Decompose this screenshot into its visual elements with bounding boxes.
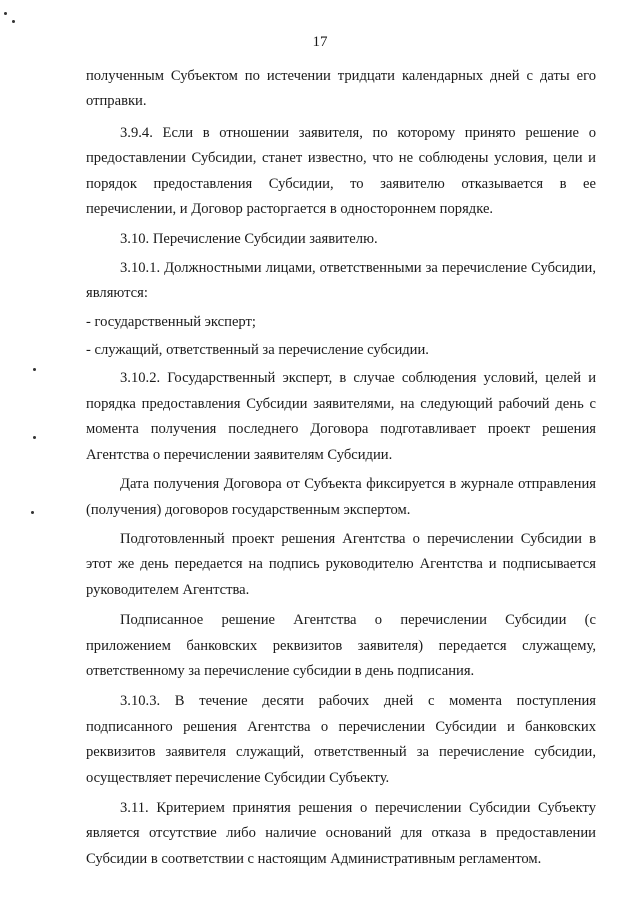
- paragraph-3-11: 3.11. Критерием принятия решения о перечислении Субсидии Субъекту является отсутствие либо наличие оснований для отказа в предоставлении Субсидии в соответствии с настоящим Административным регламентом.: [86, 799, 596, 867]
- paragraph-3-10-1: 3.10.1. Должностными лицами, ответственными за перечисление Субсидии, являются:: [86, 259, 596, 302]
- list-item-employee: - служащий, ответственный за перечисление субсидии.: [86, 342, 429, 359]
- paragraph-continuation: полученным Субъектом по истечении тридцати календарных дней с даты его отправки.: [86, 68, 596, 110]
- paragraph-draft-decision: Подготовленный проект решения Агентства о перечислении Субсидии в этот же день передается на подпись руководителю Агентства и подписывается руководителем Агентства.: [86, 530, 596, 598]
- paragraph-3-10-2: 3.10.2. Государственный эксперт, в случае соблюдения условий, целей и порядка предоставления Субсидии заявителями, на следующий рабочий день с момента получения последнего Договора подготавливает проект решения Агентства о перечислении заявителям Субсидии.: [86, 370, 596, 463]
- paragraph-3-10: 3.10. Перечисление Субсидии заявителю.: [120, 231, 378, 248]
- paragraph-contract-date: Дата получения Договора от Субъекта фиксируется в журнале отправления (получения) договоров государственным экспертом.: [86, 476, 596, 518]
- paragraph-signed-decision: Подписанное решение Агентства о перечислении Субсидии (с приложением банковских реквизитов заявителя) передается служащему, ответственному за перечисление субсидии в день подписания.: [86, 612, 596, 679]
- scan-speck: [31, 511, 34, 514]
- list-item-state-expert: - государственный эксперт;: [86, 313, 256, 330]
- paragraph-3-10-3: 3.10.3. В течение десяти рабочих дней с момента поступления подписанного решения Агентства о перечислении Субсидии и банковских реквизитов заявителя служащий, ответственный за перечисление субсидии, осуществляет перечисление Субсидии Субъекту.: [86, 693, 596, 786]
- scan-speck: [4, 12, 7, 15]
- document-body: [86, 64, 596, 872]
- scan-speck: [12, 20, 15, 23]
- scan-speck: [33, 436, 36, 439]
- scan-speck: [33, 368, 36, 371]
- page-number: 17: [312, 34, 328, 50]
- paragraph-3-9-4: 3.9.4. Если в отношении заявителя, по которому принято решение о предоставлении Субсидии, станет известно, что не соблюдены условия, цели и порядок предоставления Субсидии, то заявителю отказывается в ее перечислении, и Договор расторгается в одностороннем порядке.: [86, 124, 596, 218]
